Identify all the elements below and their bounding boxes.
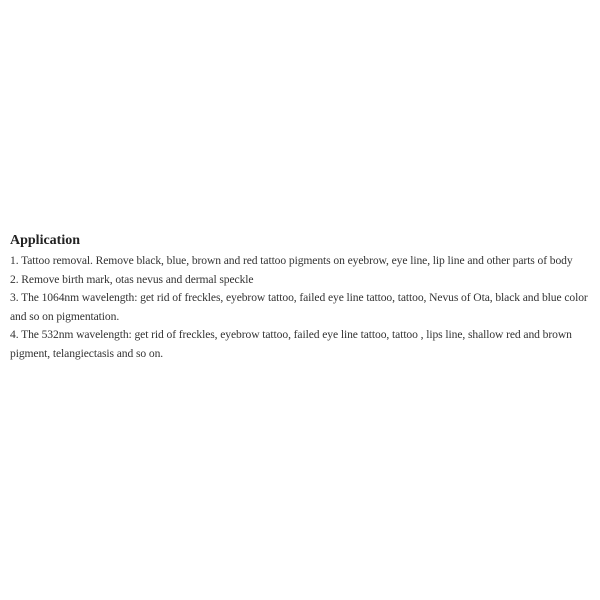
application-section xyxy=(10,232,595,363)
list-item-1064nm: 3. The 1064nm wavelength: get rid of freckles, eyebrow tattoo, failed eye line tattoo, tattoo, Nevus of Ota, black and blue color and so on pigmentation. xyxy=(10,291,588,323)
section-heading: Application xyxy=(10,233,81,248)
list-item-532nm: 4. The 532nm wavelength: get rid of freckles, eyebrow tattoo, failed eye line tattoo, tattoo , lips line, shallow red and brown pigment, telangiectasis and so on. xyxy=(10,328,572,360)
list-item-tattoo-removal: 1. Tattoo removal. Remove black, blue, brown and red tattoo pigments on eyebrow, eye line, lip line and other parts of body xyxy=(10,254,573,267)
list-item-birth-mark: 2. Remove birth mark, otas nevus and dermal speckle xyxy=(10,272,254,286)
